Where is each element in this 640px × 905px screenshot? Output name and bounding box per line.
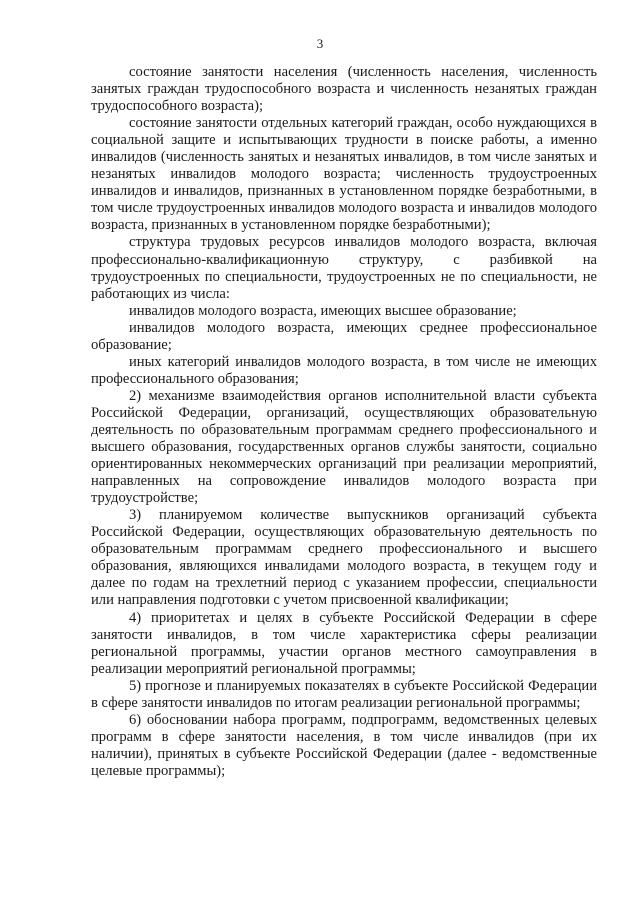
page-number: 3 <box>316 36 324 51</box>
paragraph: 3) планируемом количестве выпускников организаций субъекта Российской Федерации, осуществляющих образовательную деятельность по образовательным программам среднего профессионального и высшего образования, являющихся инвалидами молодого возраста, в текущем году и далее по годам на трехлетний период с указанием профессии, специальности или направления подготовки с учетом присвоенной квалификации; <box>91 507 597 609</box>
paragraph: 5) прогнозе и планируемых показателях в субъекте Российской Федерации в сфере занятости инвалидов по итогам реализации региональной программы; <box>91 677 597 711</box>
paragraph: структура трудовых ресурсов инвалидов молодого возраста, включая профессионально-квалификационную структуру, с разбивкой на трудоустроенных по специальности, трудоустроенных не по специальности, не работающих из числа: <box>91 234 597 302</box>
paragraph: иных категорий инвалидов молодого возраста, в том числе не имеющих профессионального образования; <box>91 353 597 387</box>
document-body <box>91 64 597 780</box>
paragraph: 6) обосновании набора программ, подпрограмм, ведомственных целевых программ в сфере занятости населения, в том числе инвалидов (при их наличии), принятых в субъекте Российской Федерации (далее - ведомственные целевые программы); <box>91 711 597 779</box>
paragraph: инвалидов молодого возраста, имеющих среднее профессиональное образование; <box>91 319 597 353</box>
paragraph: инвалидов молодого возраста, имеющих высшее образование; <box>129 302 517 319</box>
paragraph: 2) механизме взаимодействия органов исполнительной власти субъекта Российской Федерации, организаций, осуществляющих образовательную деятельность по образовательным программам среднего профессионального и высшего образования, государственных органов службы занятости, социально ориентированных некоммерческих организаций при реализации мероприятий, направленных на сопровождение инвалидов молодого возраста при трудоустройстве; <box>91 387 597 507</box>
paragraph: состояние занятости населения (численность населения, численность занятых граждан трудоспособного возраста и численность незанятых граждан трудоспособного возраста); <box>91 64 597 115</box>
paragraph: 4) приоритетах и целях в субъекте Российской Федерации в сфере занятости инвалидов, в том числе характеристика сферы реализации региональной программы, участии органов местного самоуправления в реализации мероприятий региональной программы; <box>91 609 597 677</box>
paragraph: состояние занятости отдельных категорий граждан, особо нуждающихся в социальной защите и испытывающих трудности в поиске работы, а именно инвалидов (численность занятых и незанятых инвалидов, в том числе занятых и незанятых инвалидов молодого возраста; численность трудоустроенных инвалидов и инвалидов, признанных в установленном порядке безработными, в том числе трудоустроенных инвалидов молодого возраста и инвалидов молодого возраста, признанных в установленном порядке безработными); <box>91 115 597 234</box>
